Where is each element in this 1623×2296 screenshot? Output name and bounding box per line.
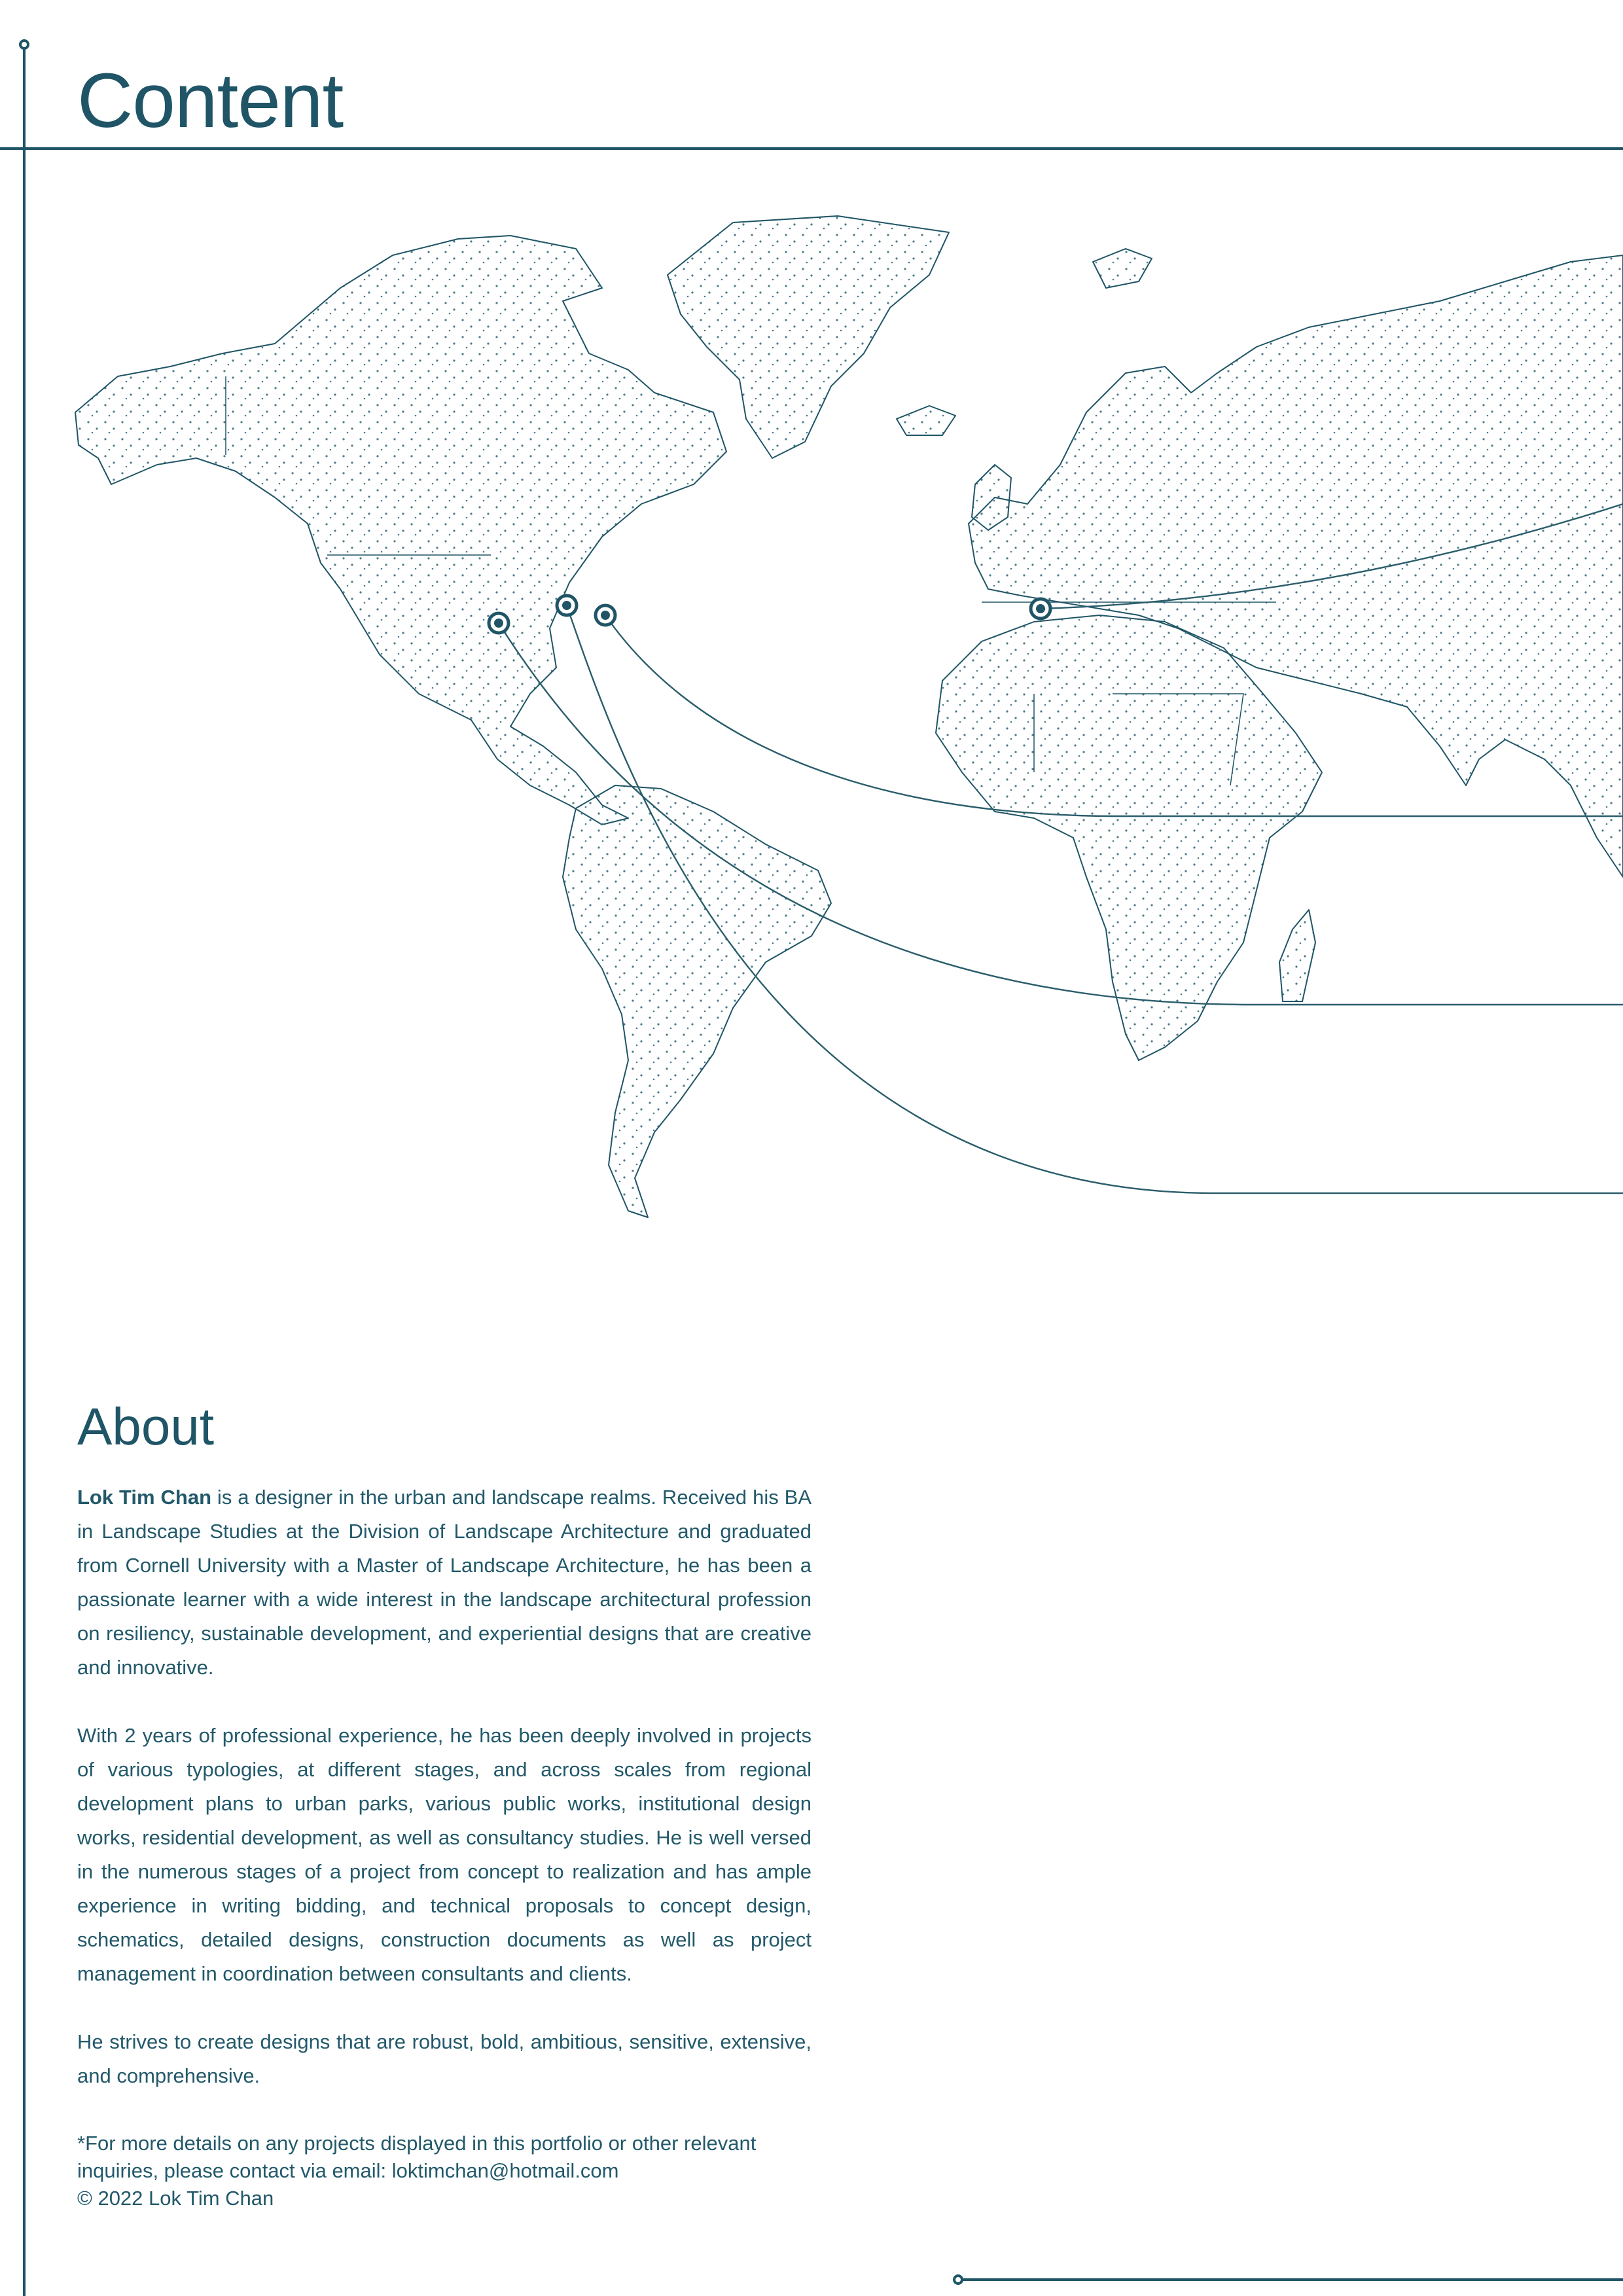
title-rule: [0, 147, 1623, 150]
location-markers: [489, 596, 1050, 633]
madagascar: [1279, 910, 1315, 1001]
about-body: [77, 1480, 812, 2127]
location-marker-icon: [596, 605, 615, 625]
about-paragraph-3: He strives to create designs that are robust, bold, ambitious, sensitive, extensive, and comprehensive.: [77, 2030, 812, 2087]
about-paragraph-2: With 2 years of professional experience, he has been deeply involved in projects of various typologies, at different stages, and across scales from regional development plans to urban parks, various public works, institutional design works, residential development, as well as consultancy studies. He is well versed in the numerous stages of a project from concept to realization and has ample experience in writing bidding, and technical proposals to concept design, schematics, detailed designs, construction documents as well as project management in coordination between consultants and clients.: [77, 1724, 812, 1985]
footer-rule: [962, 2278, 1623, 2281]
about-intro-text: is a designer in the urban and landscape realms. Received his BA in Landscape Studies at the Division of Landscape Architecture and graduated from Cornell University with a Master of Landscape Architecture, he has been a passionate learner with a wide interest in the landscape architectural profession on resiliency, sustainable development, and experiential designs that are creative and innovative.: [77, 1486, 812, 1679]
north-america: [75, 236, 726, 825]
continents: [75, 216, 1623, 1217]
copyright: © 2022 Lok Tim Chan: [77, 2187, 274, 2210]
location-marker-icon: [557, 596, 577, 615]
page-title: Content: [77, 58, 344, 144]
about-paragraph-1: [77, 1480, 812, 1685]
south-america: [563, 785, 831, 1217]
contact-note: *For more details on any projects displayed in this portfolio or other relevant inquiries, please contact via email: loktimchan@hotmail.com: [77, 2132, 757, 2182]
footer-rule-dot: [953, 2274, 963, 2285]
world-map: [0, 196, 1623, 1244]
contact-footnote: [77, 2130, 863, 2212]
location-marker-icon: [1031, 599, 1050, 619]
location-marker-icon: [489, 613, 508, 633]
frame-top-dot: [19, 39, 29, 50]
designer-name: Lok Tim Chan: [77, 1486, 212, 1509]
about-heading: About: [77, 1397, 215, 1456]
iceland: [897, 406, 955, 435]
africa: [936, 615, 1322, 1060]
svalbard: [1093, 249, 1152, 288]
